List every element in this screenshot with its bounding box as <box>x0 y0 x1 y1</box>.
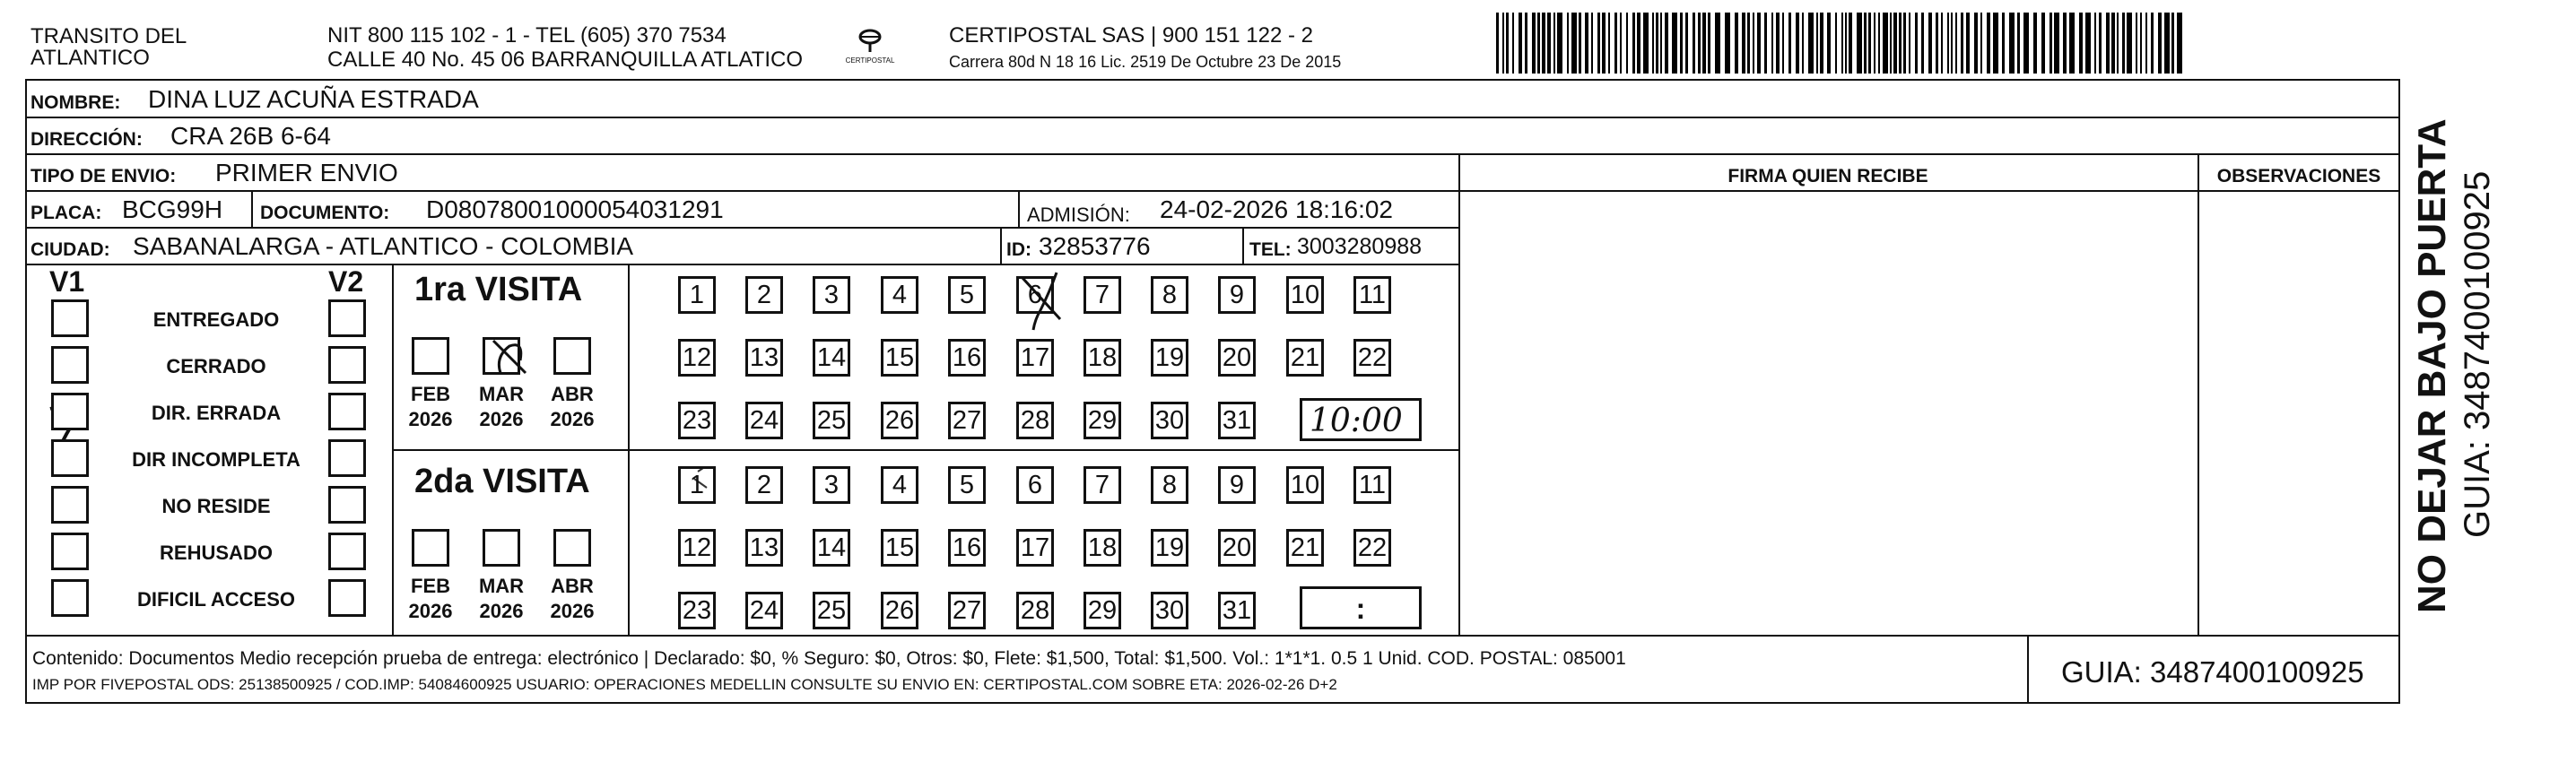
barcode-bar <box>1764 13 1767 74</box>
barcode-bar <box>2017 13 2020 74</box>
barcode-bar <box>1698 13 1701 74</box>
visit2-day-box[interactable]: 23 <box>678 592 716 629</box>
barcode-bar <box>1532 13 1536 74</box>
barcode-bar <box>1665 13 1668 74</box>
visit1-day-box[interactable]: 15 <box>881 339 918 377</box>
visit2-day-box[interactable]: 9 <box>1218 466 1256 504</box>
barcode-bar <box>1693 13 1695 74</box>
visit2-day-box[interactable]: 13 <box>745 529 783 567</box>
visit1-day-box[interactable]: 27 <box>948 402 986 439</box>
barcode-bar <box>1857 13 1862 74</box>
barcode-bar <box>2145 13 2147 74</box>
barcode-bar <box>1512 13 1514 74</box>
barcode-bar <box>1672 13 1677 74</box>
visit1-day-box[interactable]: 4 <box>881 276 918 314</box>
tipo-envio-label: TIPO DE ENVIO: <box>30 166 177 186</box>
visit2-title: 2da VISITA <box>414 463 590 500</box>
status-label: DIR INCOMPLETA <box>132 448 300 471</box>
barcode-bar <box>1909 13 1910 74</box>
barcode-bar <box>2117 13 2119 74</box>
visit1-time: 10:00 <box>1310 403 1403 439</box>
ciudad-label: CIUDAD: <box>30 239 110 260</box>
tel-label: TEL: <box>1249 239 1292 260</box>
visit1-day-box[interactable]: 1 <box>678 276 716 314</box>
barcode-bar <box>1845 13 1847 74</box>
barcode-bar <box>2164 13 2170 74</box>
visit1-day-box[interactable]: 7 <box>1083 276 1121 314</box>
barcode-bar <box>1899 13 1902 74</box>
admision-value: 24-02-2026 18:16:02 <box>1160 195 1393 223</box>
barcode-bar <box>1597 13 1600 74</box>
visit2-day-box[interactable]: 1 <box>678 466 716 504</box>
barcode-bar <box>1680 13 1683 74</box>
visit1-day-box[interactable]: 19 <box>1151 339 1188 377</box>
barcode-bar <box>1502 13 1504 74</box>
nombre-value: DINA LUZ ACUÑA ESTRADA <box>148 85 479 113</box>
visit2-day-box[interactable]: 29 <box>1083 592 1121 629</box>
barcode-bar <box>1941 13 1943 74</box>
carrier-line: CERTIPOSTAL SAS | 900 151 122 - 2 <box>949 23 1313 48</box>
month-checkbox[interactable] <box>483 529 520 567</box>
barcode-bar <box>1537 13 1540 74</box>
barcode-bar <box>1547 13 1551 74</box>
barcode-bar <box>2158 13 2162 74</box>
month-year: 2026 <box>479 408 524 430</box>
visit2-day-box[interactable]: 15 <box>881 529 918 567</box>
visit1-day-box[interactable]: 14 <box>813 339 850 377</box>
v2-header: V2 <box>328 265 364 298</box>
barcode-bar <box>2023 13 2029 74</box>
barcode-bar <box>1782 13 1784 74</box>
visit1-day-box[interactable]: 12 <box>678 339 716 377</box>
barcode-bar <box>1637 13 1640 74</box>
visit2-day-box[interactable]: 6 <box>1016 466 1054 504</box>
v2-checkbox[interactable] <box>328 486 366 524</box>
month-year: 2026 <box>408 408 453 430</box>
address-line: CALLE 40 No. 45 06 BARRANQUILLA ATLATICO <box>327 48 804 72</box>
barcode-bar <box>1614 13 1617 74</box>
barcode-bar <box>2049 13 2052 74</box>
visit1-day-box[interactable]: 29 <box>1083 402 1121 439</box>
visit1-day-box[interactable]: 17 <box>1016 339 1054 377</box>
barcode-bar <box>1553 13 1555 74</box>
barcode-bar <box>1525 13 1527 74</box>
visit2-day-box[interactable]: 8 <box>1151 466 1188 504</box>
barcode-bar <box>1936 13 1938 74</box>
barcode <box>1496 13 2183 75</box>
barcode-bar <box>1747 13 1750 74</box>
ciudad-value: SABANALARGA - ATLANTICO - COLOMBIA <box>133 232 634 260</box>
barcode-bar <box>1757 13 1761 74</box>
barcode-bar <box>1788 13 1791 74</box>
visit2-day-box[interactable]: 7 <box>1083 466 1121 504</box>
barcode-bar <box>2009 13 2015 74</box>
visit2-day-box[interactable]: 18 <box>1083 529 1121 567</box>
firma-header: FIRMA QUIEN RECIBE <box>1727 166 1928 186</box>
status-label: ENTREGADO <box>152 308 280 331</box>
footer-guia: GUIA: 3487400100925 <box>2061 655 2364 689</box>
status-label: DIFICIL ACCESO <box>136 588 295 611</box>
visit1-day-box[interactable]: 31 <box>1218 402 1256 439</box>
barcode-bar <box>1708 13 1710 74</box>
visit2-day-box[interactable]: 31 <box>1218 592 1256 629</box>
certipostal-logo <box>834 25 906 70</box>
status-label: NO RESIDE <box>161 495 271 517</box>
month-year: 2026 <box>479 600 524 622</box>
month-checkbox[interactable] <box>412 337 449 375</box>
v1-checkbox[interactable] <box>51 486 89 524</box>
visit2-day-box[interactable]: 3 <box>813 466 850 504</box>
v1-checkbox[interactable] <box>51 533 89 570</box>
month-year: 2026 <box>550 408 595 430</box>
documento-label: DOCUMENTO: <box>260 203 390 223</box>
v1-checkbox[interactable] <box>51 393 89 430</box>
v2-checkbox[interactable] <box>328 579 366 617</box>
barcode-bar <box>1955 13 1957 74</box>
barcode-bar <box>1966 13 1970 74</box>
barcode-bar <box>1608 13 1610 74</box>
barcode-bar <box>1893 13 1897 74</box>
visit1-day-box[interactable]: 13 <box>745 339 783 377</box>
side-guia: GUIA: 3487400100925 <box>2458 170 2497 538</box>
nit-line: NIT 800 115 102 - 1 - TEL (605) 370 7534 <box>327 23 727 48</box>
month-label: FEB <box>411 383 450 405</box>
barcode-bar <box>1776 13 1780 74</box>
barcode-bar <box>1519 13 1522 74</box>
visit2-day-box[interactable]: 27 <box>948 592 986 629</box>
visit2-day-box[interactable]: 19 <box>1151 529 1188 567</box>
barcode-bar <box>1921 13 1924 74</box>
barcode-bar <box>1961 13 1963 74</box>
visit1-day-box[interactable]: 5 <box>948 276 986 314</box>
visit1-day-box[interactable]: 25 <box>813 402 850 439</box>
visit1-day-box[interactable]: 2 <box>745 276 783 314</box>
company-name-line2: ATLANTICO <box>30 46 150 70</box>
visit2-day-box[interactable]: 17 <box>1016 529 1054 567</box>
visit2-day-box[interactable]: 2 <box>745 466 783 504</box>
visit1-day-box[interactable]: 26 <box>881 402 918 439</box>
barcode-bar <box>2127 13 2132 74</box>
visit1-title: 1ra VISITA <box>414 271 583 308</box>
barcode-bar <box>1928 13 1932 74</box>
barcode-bar <box>1702 13 1706 74</box>
barcode-bar <box>1725 13 1730 74</box>
barcode-bar <box>2002 13 2005 74</box>
visit2-time: : <box>1355 593 1366 625</box>
visit1-day-box[interactable]: 30 <box>1151 402 1188 439</box>
visit1-day-box[interactable]: 18 <box>1083 339 1121 377</box>
barcode-bar <box>1735 13 1738 74</box>
barcode-bar <box>2033 13 2037 74</box>
visit2-day-box[interactable]: 4 <box>881 466 918 504</box>
visit1-day-box[interactable]: 24 <box>745 402 783 439</box>
barcode-bar <box>2041 13 2045 74</box>
barcode-bar <box>2111 13 2115 74</box>
barcode-bar <box>1506 13 1509 74</box>
barcode-bar <box>1567 13 1569 74</box>
barcode-bar <box>1841 13 1843 74</box>
barcode-bar <box>2140 13 2142 74</box>
tel-value: 3003280988 <box>1297 234 1423 259</box>
barcode-bar <box>1685 13 1688 74</box>
barcode-bar <box>1874 13 1875 74</box>
direccion-label: DIRECCIÓN: <box>30 129 143 150</box>
barcode-bar <box>2151 13 2154 74</box>
documento-value: D08078001000054031291 <box>426 195 724 223</box>
barcode-bar <box>1947 13 1949 74</box>
barcode-bar <box>1820 13 1823 74</box>
visit2-day-box[interactable]: 30 <box>1151 592 1188 629</box>
barcode-bar <box>1915 13 1918 74</box>
visit2-day-box[interactable]: 20 <box>1218 529 1256 567</box>
id-value: 32853776 <box>1039 232 1151 260</box>
side-warning: NO DEJAR BAJO PUERTA <box>2410 118 2454 613</box>
barcode-bar <box>1602 13 1606 74</box>
barcode-bar <box>2069 13 2075 74</box>
visit1-day-box[interactable]: 9 <box>1218 276 1256 314</box>
barcode-bar <box>1816 13 1818 74</box>
v2-checkbox[interactable] <box>328 439 366 477</box>
barcode-bar <box>2122 13 2125 74</box>
month-label: ABR <box>551 383 594 405</box>
visit2-day-box[interactable]: 26 <box>881 592 918 629</box>
v2-checkbox[interactable] <box>328 393 366 430</box>
barcode-bar <box>1591 13 1593 74</box>
barcode-bar <box>2054 13 2059 74</box>
barcode-bar <box>1753 13 1754 74</box>
v2-checkbox[interactable] <box>328 346 366 384</box>
visit1-day-box[interactable]: 11 <box>1353 276 1391 314</box>
barcode-bar <box>1878 13 1880 74</box>
barcode-bar <box>1890 13 1892 74</box>
visit1-day-box[interactable]: 23 <box>678 402 716 439</box>
observaciones-header: OBSERVACIONES <box>2216 166 2381 186</box>
month-checkbox[interactable] <box>483 337 520 375</box>
barcode-bar <box>1835 13 1837 74</box>
barcode-bar <box>1980 13 1982 74</box>
v1-checkbox[interactable] <box>51 346 89 384</box>
month-label: MAR <box>478 383 525 405</box>
month-label: MAR <box>478 575 525 597</box>
barcode-bar <box>1951 13 1953 74</box>
barcode-bar <box>1808 13 1814 74</box>
status-label: CERRADO <box>166 355 266 377</box>
month-checkbox[interactable] <box>412 529 449 567</box>
barcode-bar <box>1496 13 1499 74</box>
visit2-day-box[interactable]: 11 <box>1353 466 1391 504</box>
v2-checkbox[interactable] <box>328 299 366 337</box>
visit2-time-box[interactable] <box>1300 586 1422 629</box>
v1-header: V1 <box>49 265 85 298</box>
barcode-bar <box>2136 13 2137 74</box>
visit2-day-box[interactable]: 10 <box>1286 466 1324 504</box>
barcode-bar <box>2099 13 2102 74</box>
visit1-day-box[interactable]: 10 <box>1286 276 1324 314</box>
visit1-day-box[interactable]: 21 <box>1286 339 1324 377</box>
barcode-bar <box>1571 13 1577 74</box>
status-label: REHUSADO <box>160 542 273 564</box>
barcode-bar <box>1557 13 1562 74</box>
month-year: 2026 <box>408 600 453 622</box>
barcode-bar <box>1542 13 1545 74</box>
month-checkbox[interactable] <box>553 337 591 375</box>
status-label: DIR. ERRADA <box>151 402 282 424</box>
barcode-bar <box>1827 13 1831 74</box>
barcode-bar <box>1849 13 1852 74</box>
barcode-bar <box>1626 13 1628 74</box>
visit1-day-box[interactable]: 3 <box>813 276 850 314</box>
barcode-bar <box>1652 13 1654 74</box>
visit2-day-box[interactable]: 22 <box>1353 529 1391 567</box>
month-label: FEB <box>411 575 450 597</box>
visit2-day-box[interactable]: 12 <box>678 529 716 567</box>
v1-checkbox[interactable] <box>51 439 89 477</box>
visit2-day-box[interactable]: 14 <box>813 529 850 567</box>
visit1-time-box[interactable] <box>1300 398 1422 441</box>
footer-imp: IMP POR FIVEPOSTAL ODS: 25138500925 / COD.IMP: 54084600925 USUARIO: OPERACIONES MEDELLIN CONSULTE SU ENVIO EN: CERTIPOSTAL.COM SOBRE ETA: 2026-02-26 D+2 <box>32 676 1337 693</box>
barcode-bar <box>1585 13 1588 74</box>
barcode-bar <box>1620 13 1622 74</box>
barcode-bar <box>1987 13 1990 74</box>
tipo-envio-value: PRIMER ENVIO <box>215 159 398 186</box>
v1-checkbox[interactable] <box>51 299 89 337</box>
barcode-bar <box>2094 13 2096 74</box>
barcode-bar <box>1993 13 1998 74</box>
month-year: 2026 <box>550 600 595 622</box>
barcode-bar <box>1715 13 1720 74</box>
barcode-bar <box>1579 13 1581 74</box>
license-line: Carrera 80d N 18 16 Lic. 2519 De Octubre 23 De 2015 <box>949 53 1342 71</box>
barcode-bar <box>1883 13 1888 74</box>
barcode-bar <box>2177 13 2182 74</box>
barcode-bar <box>1643 13 1649 74</box>
barcode-bar <box>1632 13 1635 74</box>
barcode-bar <box>2085 13 2091 74</box>
placa-value: BCG99H <box>122 195 223 223</box>
visit2-day-box[interactable]: 25 <box>813 592 850 629</box>
visit1-day-box[interactable]: 8 <box>1151 276 1188 314</box>
visit1-day-box[interactable]: 16 <box>948 339 986 377</box>
barcode-bar <box>1660 13 1662 74</box>
visit1-day-box[interactable]: 22 <box>1353 339 1391 377</box>
barcode-bar <box>1903 13 1906 74</box>
visit1-day-box[interactable]: 28 <box>1016 402 1054 439</box>
visit1-day-box[interactable]: 6 <box>1016 276 1054 314</box>
barcode-bar <box>2079 13 2083 74</box>
barcode-bar <box>2171 13 2174 74</box>
barcode-bar <box>1771 13 1773 74</box>
barcode-bar <box>1656 13 1658 74</box>
v2-checkbox[interactable] <box>328 533 366 570</box>
visit2-day-box[interactable]: 28 <box>1016 592 1054 629</box>
barcode-bar <box>1974 13 1978 74</box>
visit2-day-box[interactable]: 16 <box>948 529 986 567</box>
month-checkbox[interactable] <box>553 529 591 567</box>
barcode-bar <box>1864 13 1867 74</box>
visit2-day-box[interactable]: 24 <box>745 592 783 629</box>
v1-checkbox[interactable] <box>51 579 89 617</box>
month-label: ABR <box>551 575 594 597</box>
nombre-label: NOMBRE: <box>30 92 121 113</box>
company-name-line1: TRANSITO DEL <box>30 24 187 48</box>
visit2-day-box[interactable]: 5 <box>948 466 986 504</box>
visit2-day-box[interactable]: 21 <box>1286 529 1324 567</box>
barcode-bar <box>2063 13 2067 74</box>
barcode-bar <box>2106 13 2110 74</box>
placa-label: PLACA: <box>30 203 102 223</box>
admision-label: ADMISIÓN: <box>1027 204 1130 226</box>
direccion-value: CRA 26B 6-64 <box>170 122 331 150</box>
logo-caption: CERTIPOSTAL <box>845 56 895 65</box>
visit1-day-box[interactable]: 20 <box>1218 339 1256 377</box>
barcode-bar <box>1742 13 1745 74</box>
footer-contenido: Contenido: Documentos Medio recepción prueba de entrega: electrónico | Declarado: $0, % Seguro: $0, Otros: $0, Flete: $1,500, Total: $1,500. Vol.: 1*1*1. 0.5 1 Unid. COD. POSTAL: 085001 <box>32 648 1626 669</box>
barcode-bar <box>1868 13 1871 74</box>
barcode-bar <box>1796 13 1799 74</box>
barcode-bar <box>1802 13 1804 74</box>
id-label: ID: <box>1006 239 1031 260</box>
